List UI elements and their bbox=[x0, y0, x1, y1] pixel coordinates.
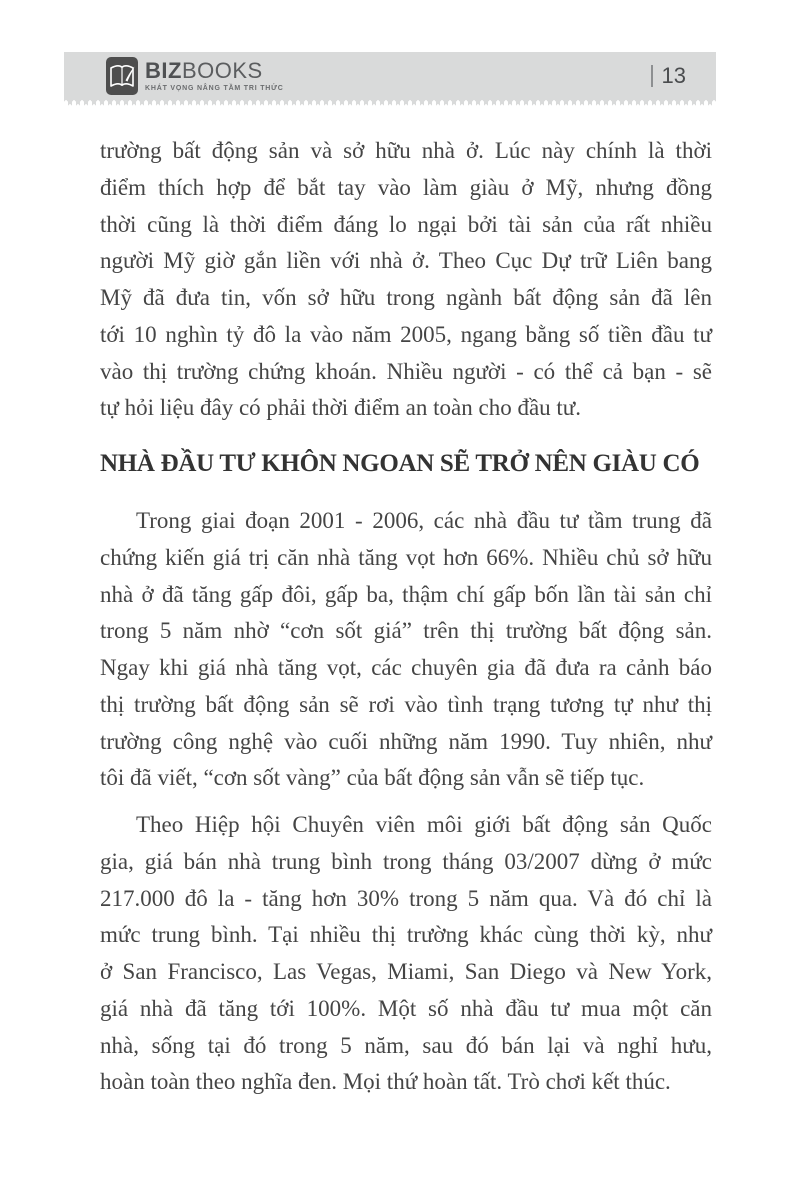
paragraph-3 bbox=[100, 807, 712, 1101]
paragraph-1 bbox=[100, 133, 712, 427]
page-header bbox=[64, 52, 716, 107]
section-heading: NHÀ ĐẦU TƯ KHÔN NGOAN SẼ TRỞ NÊN GIÀU CÓ bbox=[100, 450, 700, 477]
brand-name-biz: BIZ bbox=[145, 58, 182, 83]
text-line: trong 5 năm nhờ “cơn sốt giá” trên thị trường bất động sản. bbox=[100, 618, 712, 644]
text-line: Ngay khi giá nhà tăng vọt, các chuyên gia đã đưa ra cảnh báo bbox=[100, 655, 712, 680]
text-line: thị trường bất động sản sẽ rơi vào tình trạng tương tự như thị bbox=[100, 691, 712, 717]
text-line: hoàn toàn theo nghĩa đen. Mọi thứ hoàn tất. Trò chơi kết thúc. bbox=[100, 1069, 671, 1095]
text-line: nhà ở đã tăng gấp đôi, gấp ba, thậm chí gấp bốn lần tài sản chỉ bbox=[100, 581, 712, 607]
text-line: giá nhà đã tăng tới 100%. Một số nhà đầu tư mua một căn bbox=[100, 995, 712, 1021]
paragraph-2 bbox=[100, 503, 712, 797]
text-line: nhà, sống tại đó trong 5 năm, sau đó bán lại và nghỉ hưu, bbox=[100, 1032, 712, 1058]
text-line: người Mỹ giờ gắn liền với nhà ở. Theo Cục Dự trữ Liên bang bbox=[100, 248, 712, 274]
text-line: ở San Francisco, Las Vegas, Miami, San Diego và New York, bbox=[100, 959, 712, 984]
text-line: 217.000 đô la - tăng hơn 30% trong 5 năm qua. Và đó chỉ là bbox=[100, 885, 712, 911]
text-line: thời cũng là thời điểm đáng lo ngại bởi tài sản của rất nhiều bbox=[100, 211, 712, 237]
perforated-edge bbox=[64, 100, 716, 107]
text-line: vào thị trường chứng khoán. Nhiều người - có thể cả bạn - sẽ bbox=[100, 358, 712, 384]
text-line: chứng kiến giá trị căn nhà tăng vọt hơn 66%. Nhiều chủ sở hữu bbox=[100, 544, 712, 570]
text-line: điểm thích hợp để bắt tay vào làm giàu ở Mỹ, nhưng đồng bbox=[100, 174, 712, 200]
text-line: Theo Hiệp hội Chuyên viên môi giới bất động sản Quốc bbox=[136, 812, 712, 837]
text-line: Trong giai đoạn 2001 - 2006, các nhà đầu tư tầm trung đã bbox=[136, 508, 712, 533]
page-number bbox=[651, 63, 686, 89]
brand-tagline: KHÁT VỌNG NÂNG TẦM TRI THỨC bbox=[145, 85, 284, 92]
page-number-value: 13 bbox=[661, 63, 686, 88]
publisher-logo bbox=[106, 57, 284, 95]
text-line: gia, giá bán nhà trung bình trong tháng 03/2007 dừng ở mức bbox=[100, 848, 712, 874]
page-body bbox=[100, 133, 712, 1101]
page-number-divider bbox=[651, 65, 653, 87]
header-band bbox=[64, 52, 716, 100]
text-line: trường bất động sản và sở hữu nhà ở. Lúc này chính là thời bbox=[100, 138, 712, 163]
brand-text bbox=[145, 60, 284, 92]
brand-name bbox=[145, 60, 284, 82]
text-line: tôi đã viết, “cơn sốt vàng” của bất động sản vẫn sẽ tiếp tục. bbox=[100, 765, 645, 791]
text-line: tự hỏi liệu đây có phải thời điểm an toàn cho đầu tư. bbox=[100, 395, 582, 421]
text-line: trường công nghệ vào cuối những năm 1990. Tuy nhiên, như bbox=[100, 728, 712, 754]
text-line: Mỹ đã đưa tin, vốn sở hữu trong ngành bất động sản đã lên bbox=[100, 285, 712, 310]
bizbooks-logo-icon bbox=[106, 57, 138, 95]
text-line: mức trung bình. Tại nhiều thị trường khác cùng thời kỳ, như bbox=[100, 922, 712, 948]
text-line: tới 10 nghìn tỷ đô la vào năm 2005, ngang bằng số tiền đầu tư bbox=[100, 321, 712, 347]
brand-name-books: BOOKS bbox=[181, 58, 263, 83]
